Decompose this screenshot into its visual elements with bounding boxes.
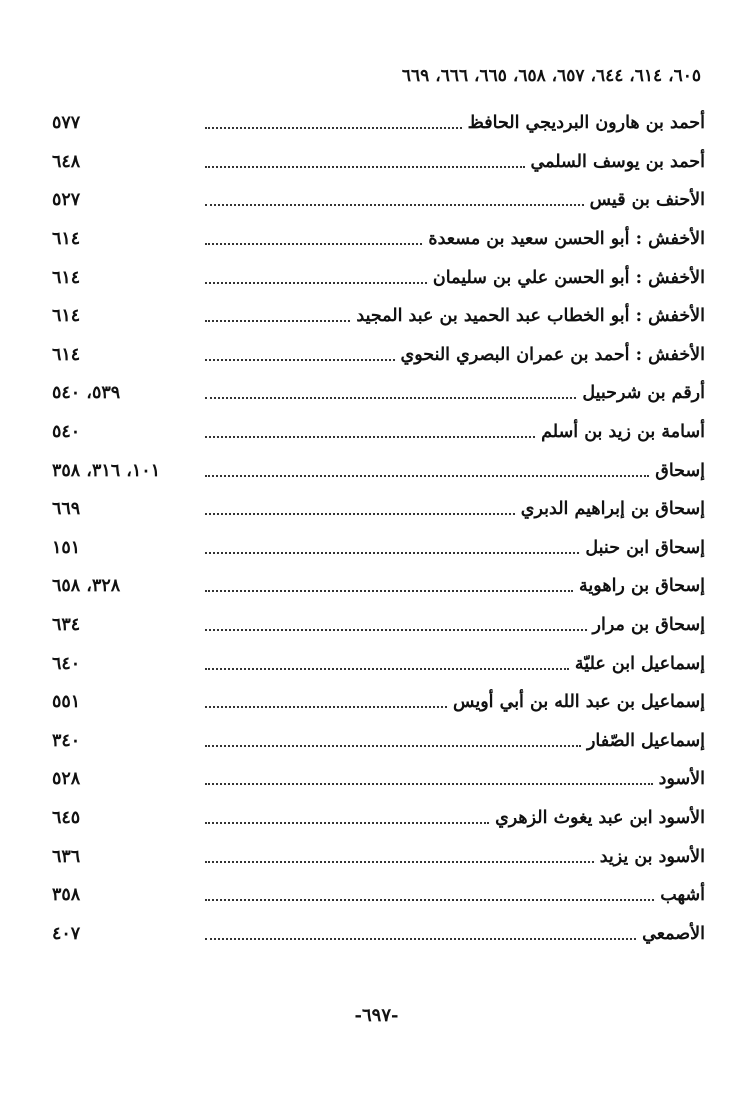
entry-name: إسحاق بن مرار — [592, 615, 705, 636]
entry-pages-cell — [52, 268, 205, 288]
index-entry — [52, 606, 705, 645]
index-entry — [52, 297, 705, 336]
entry-pages: ٣٢٨، ٦٥٨ — [52, 576, 121, 597]
dot-leader — [205, 783, 653, 785]
entry-name: إسحاق بن راهوية — [579, 576, 705, 597]
dot-leader — [205, 282, 427, 284]
entry-pages-cell — [52, 924, 205, 944]
entry-pages-cell — [52, 345, 205, 365]
entry-pages: ٥٥١ — [52, 692, 81, 713]
entry-pages-cell — [52, 885, 205, 905]
entry-pages: ٥٧٧ — [52, 113, 81, 134]
index-entry — [52, 567, 705, 606]
entry-name: إسماعيل بن عبد الله بن أبي أويس — [453, 692, 705, 713]
dot-leader — [205, 204, 584, 206]
dot-leader — [205, 320, 350, 322]
entry-pages: ٤٠٧ — [52, 923, 81, 944]
dot-leader — [205, 127, 462, 129]
index-entry — [52, 104, 705, 143]
index-entry — [52, 451, 705, 490]
index-entry — [52, 413, 705, 452]
index-entry — [52, 722, 705, 761]
entry-name: أحمد بن هارون البرديجي الحافظ — [467, 113, 705, 134]
index-entry — [52, 181, 705, 220]
entry-name: إسماعيل الصّفار — [586, 730, 705, 751]
entry-name: الأخفش : أبو الحسن سعيد بن مسعدة — [428, 229, 705, 250]
index-entry — [52, 914, 705, 953]
entry-pages: ٦١٤ — [52, 344, 81, 365]
continuation-page-list: ٦٠٥، ٦١٤، ٦٤٤، ٦٥٧، ٦٥٨، ٦٦٥، ٦٦٦، ٦٦٩ — [401, 66, 701, 86]
dot-leader — [205, 166, 525, 168]
entry-pages-cell — [52, 654, 205, 674]
entry-name: الأسود ابن عبد يغوث الزهري — [495, 807, 705, 828]
entry-pages: ٦٣٦ — [52, 846, 81, 867]
entry-name: الأصمعي — [642, 923, 705, 944]
entry-pages-cell — [52, 538, 205, 558]
dot-leader — [205, 513, 515, 515]
dot-leader — [205, 706, 447, 708]
entry-pages-cell — [52, 847, 205, 867]
entry-pages: ١٠١، ٣١٦، ٣٥٨ — [52, 460, 161, 481]
dot-leader — [205, 822, 489, 824]
entry-pages: ٦٤٥ — [52, 807, 81, 828]
dot-leader — [205, 629, 587, 631]
entry-pages-cell — [52, 808, 205, 828]
entry-name: أسامة بن زيد بن أسلم — [541, 422, 705, 443]
entry-pages-cell — [52, 383, 205, 403]
index-entry — [52, 490, 705, 529]
dot-leader — [205, 475, 649, 477]
index-list — [52, 104, 705, 953]
dot-leader — [205, 243, 422, 245]
entry-pages: ٣٥٨ — [52, 885, 81, 906]
entry-pages: ٦٦٩ — [52, 499, 81, 520]
dot-leader — [205, 397, 576, 399]
index-entry — [52, 143, 705, 182]
entry-pages: ٦٤٨ — [52, 151, 81, 172]
entry-pages: ٥٢٧ — [52, 190, 81, 211]
entry-name: إسماعيل ابن عليّة — [574, 653, 705, 674]
entry-pages-cell — [52, 461, 205, 481]
entry-pages-cell — [52, 692, 205, 712]
entry-name: أحمد بن يوسف السلمي — [530, 151, 705, 172]
entry-name: الأخفش : أبو الحسن علي بن سليمان — [432, 267, 705, 288]
index-entry — [52, 644, 705, 683]
entry-pages-cell — [52, 615, 205, 635]
dot-leader — [205, 668, 569, 670]
index-entry — [52, 336, 705, 375]
index-entry — [52, 760, 705, 799]
index-entry — [52, 374, 705, 413]
entry-name: أشهب — [660, 885, 705, 906]
entry-pages: ٦١٤ — [52, 306, 81, 327]
index-entry — [52, 220, 705, 259]
entry-pages-cell — [52, 152, 205, 172]
entry-pages: ٦١٤ — [52, 267, 81, 288]
entry-pages: ٥٣٩، ٥٤٠ — [52, 383, 121, 404]
entry-pages-cell — [52, 576, 205, 596]
index-entry — [52, 683, 705, 722]
index-entry — [52, 529, 705, 568]
index-entry — [52, 876, 705, 915]
entry-pages: ٥٤٠ — [52, 422, 81, 443]
dot-leader — [205, 861, 594, 863]
index-entry — [52, 799, 705, 838]
page-number: -٦٩٧- — [354, 1005, 399, 1026]
entry-pages-cell — [52, 190, 205, 210]
index-entry — [52, 837, 705, 876]
entry-pages-cell — [52, 113, 205, 133]
dot-leader — [205, 359, 395, 361]
entry-name: الأسود — [658, 769, 705, 790]
entry-pages: ٦١٤ — [52, 229, 81, 250]
entry-name: الأخفش : أبو الخطاب عبد الحميد بن عبد المجيد — [356, 306, 705, 327]
entry-pages-cell — [52, 769, 205, 789]
entry-pages-cell — [52, 422, 205, 442]
entry-name: إسحاق ابن حنبل — [585, 537, 705, 558]
entry-pages: ٦٣٤ — [52, 615, 81, 636]
entry-pages: ١٥١ — [52, 537, 81, 558]
dot-leader — [205, 938, 636, 940]
entry-pages-cell — [52, 499, 205, 519]
entry-name: الأخفش : أحمد بن عمران البصري النحوي — [400, 344, 705, 365]
dot-leader — [205, 745, 581, 747]
entry-name: إسحاق بن إبراهيم الدبري — [520, 499, 705, 520]
entry-pages-cell — [52, 306, 205, 326]
entry-name: الأحنف بن قيس — [589, 190, 705, 211]
dot-leader — [205, 899, 654, 901]
entry-name: إسحاق — [655, 460, 705, 481]
index-entry — [52, 258, 705, 297]
entry-pages-cell — [52, 731, 205, 751]
entry-pages: ٦٤٠ — [52, 653, 81, 674]
entry-name: أرقم بن شرحبيل — [582, 383, 705, 404]
entry-pages: ٣٤٠ — [52, 730, 81, 751]
entry-name: الأسود بن يزيد — [599, 846, 705, 867]
dot-leader — [205, 552, 579, 554]
entry-pages-cell — [52, 229, 205, 249]
dot-leader — [205, 590, 573, 592]
dot-leader — [205, 436, 535, 438]
entry-pages: ٥٢٨ — [52, 769, 81, 790]
